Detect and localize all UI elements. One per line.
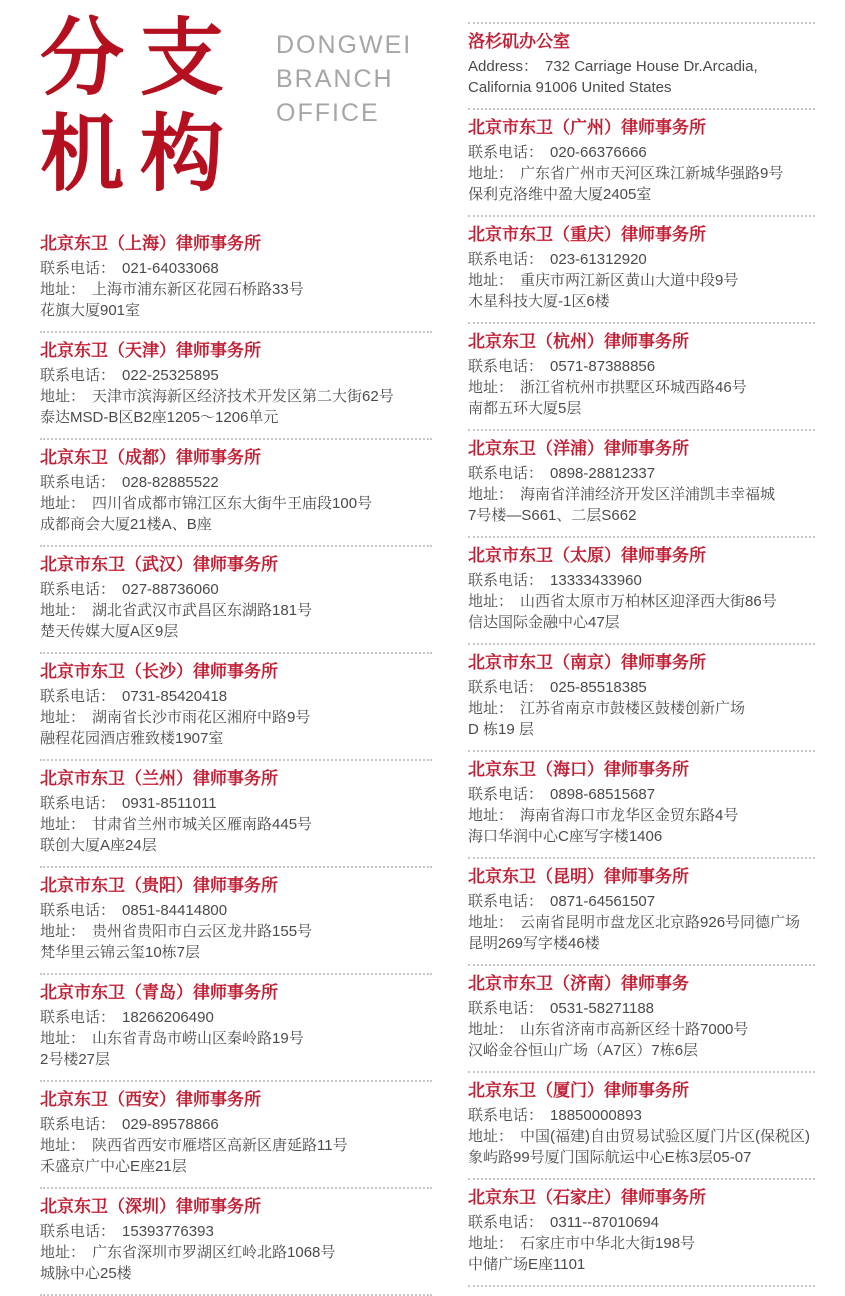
address-value: 天津市滨海新区经济技术开发区第二大街62号 [92,388,394,405]
address-line [468,912,815,933]
phone-value: 15393776393 [122,1223,214,1240]
address-line [40,1242,432,1263]
phone-label: 联系电话： [40,581,116,598]
right-column [468,0,815,1296]
office-entry-qingdao [40,975,432,1082]
office-entry-xian [40,1082,432,1189]
address-label-en: Address： [468,58,539,75]
office-entry-haikou [468,752,815,859]
office-entry-tianjin [40,333,432,440]
phone-value: 021-64033068 [122,260,219,277]
address-line2: 海口华润中心C座写字楼1406 [468,828,663,845]
office-name: 北京市东卫（南京）律师事务所 [468,653,706,672]
phone-label: 联系电话： [468,1214,544,1231]
phone-value: 020-66376666 [550,144,647,161]
office-name: 北京东卫（洋浦）律师事务所 [468,439,689,458]
phone-value: 029-89578866 [122,1116,219,1133]
address-line [40,600,432,621]
phone-value: 028-82885522 [122,474,219,491]
address-value: 湖南省长沙市雨花区湘府中路9号 [92,709,311,726]
brand-subtitle-line2: BRANCH [276,65,394,93]
address-value: 广东省深圳市罗湖区红岭北路1068号 [92,1244,336,1261]
address-line2: California 91006 United States [468,79,672,96]
phone-line [468,249,815,270]
phone-line [468,677,815,698]
phone-line [468,142,815,163]
office-name: 北京市东卫（长沙）律师事务所 [40,662,278,681]
phone-line [468,463,815,484]
address-label: 地址： [40,1137,86,1154]
phone-label: 联系电话： [40,795,116,812]
office-entry-jinan [468,966,815,1073]
address-line [40,1028,432,1049]
office-entry-yangpu [468,431,815,538]
address-value: 海南省洋浦经济开发区洋浦凯丰幸福城 [520,486,776,503]
phone-label: 联系电话： [40,688,116,705]
address-label: 地址： [468,1128,514,1145]
address-line2: 泰达MSD-B区B2座1205～1206单元 [40,409,279,426]
phone-label: 联系电话： [468,358,544,375]
phone-line [40,1007,432,1028]
office-entry-kunming [468,859,815,966]
address-value: 甘肃省兰州市城关区雁南路445号 [92,816,313,833]
address-value: 浙江省杭州市拱墅区环城西路46号 [520,379,747,396]
address-line [468,163,815,184]
office-entry-shijiazhuang [468,1180,815,1287]
address-value: 广东省广州市天河区珠江新城华强路9号 [520,165,784,182]
phone-line [40,900,432,921]
address-line2: 禾盛京广中心E座21层 [40,1158,187,1175]
address-line [40,279,432,300]
office-name: 北京东卫（石家庄）律师事务所 [468,1188,706,1207]
office-entry-hangzhou [468,324,815,431]
phone-label: 联系电话： [40,367,116,384]
phone-label: 联系电话： [40,474,116,491]
address-line2: 保利克洛维中盈大厦2405室 [468,186,652,203]
address-label: 地址： [468,1235,514,1252]
phone-label: 联系电话： [468,679,544,696]
address-value: 732 Carriage House Dr.Arcadia, [545,58,758,75]
office-name: 北京市东卫（贵阳）律师事务所 [40,876,278,895]
phone-line [468,891,815,912]
office-name: 北京市东卫（太原）律师事务所 [468,546,706,565]
office-name: 洛杉矶办公室 [468,32,570,51]
office-entry-changsha [40,654,432,761]
address-label: 地址： [468,593,514,610]
address-line [468,270,815,291]
address-line2: 7号楼—S661、二层S662 [468,507,637,524]
address-label: 地址： [40,281,86,298]
phone-label: 联系电话： [40,1116,116,1133]
office-name: 北京东卫（西安）律师事务所 [40,1090,261,1109]
address-line [468,1126,815,1147]
phone-line [40,1114,432,1135]
phone-label: 联系电话： [468,572,544,589]
office-entry-lanzhou [40,761,432,868]
address-line [468,805,815,826]
address-line2: 中储广场E座1101 [468,1256,586,1273]
phone-value: 027-88736060 [122,581,219,598]
brand-title-line2: 机构 [40,107,241,201]
address-line [40,386,432,407]
phone-line [40,472,432,493]
address-label: 地址： [468,272,514,289]
phone-value: 025-85518385 [550,679,647,696]
address-label: 地址： [40,923,86,940]
office-entry-guangzhou [468,110,815,217]
phone-value: 0731-85420418 [122,688,228,705]
phone-line [468,570,815,591]
address-line [40,921,432,942]
address-label: 地址： [40,602,86,619]
office-entry-nanjing [468,645,815,752]
address-label: 地址： [468,486,514,503]
phone-value: 0898-28812337 [550,465,656,482]
phone-label: 联系电话： [40,1009,116,1026]
office-name: 北京东卫（昆明）律师事务所 [468,867,689,886]
phone-value: 0311--87010694 [550,1214,659,1231]
phone-line [468,784,815,805]
address-line [468,591,815,612]
phone-label: 联系电话： [468,144,544,161]
brand-title-line1: 分支 [40,11,241,105]
phone-value: 0531-58271188 [550,1000,655,1017]
phone-line [468,356,815,377]
address-line [468,1233,815,1254]
phone-value: 13333433960 [550,572,642,589]
address-line [468,377,815,398]
office-entry-taiyuan [468,538,815,645]
address-value: 上海市浦东新区花园石桥路33号 [92,281,304,298]
address-line2: 信达国际金融中心47层 [468,614,620,631]
address-value: 贵州省贵阳市白云区龙井路155号 [92,923,313,940]
office-name: 北京东卫（上海）律师事务所 [40,234,261,253]
address-line2: 花旗大厦901室 [40,302,141,319]
office-name: 北京市东卫（兰州）律师事务所 [40,769,278,788]
office-entry-xiamen [468,1073,815,1180]
phone-line [40,258,432,279]
phone-value: 0571-87388856 [550,358,656,375]
address-line2: 梵华里云锦云玺10栋7层 [40,944,201,961]
office-name: 北京市东卫（济南）律师事务 [468,974,689,993]
address-label: 地址： [468,807,514,824]
address-line2: 木星科技大厦-1区6楼 [468,293,610,310]
address-value: 湖北省武汉市武昌区东湖路181号 [92,602,313,619]
office-entry-chengdu [40,440,432,547]
office-name: 北京东卫（成都）律师事务所 [40,448,261,467]
address-label: 地址： [468,165,514,182]
office-name: 北京市东卫（武汉）律师事务所 [40,555,278,574]
address-label: 地址： [40,388,86,405]
address-line2: 融程花园酒店雅致楼1907室 [40,730,224,747]
phone-label: 联系电话： [40,1223,116,1240]
phone-line [40,686,432,707]
office-name: 北京东卫（深圳）律师事务所 [40,1197,261,1216]
address-label: 地址： [40,495,86,512]
brand-subtitle-line3: OFFICE [276,99,380,127]
address-label: 地址： [40,709,86,726]
office-name: 北京市东卫（青岛）律师事务所 [40,983,278,1002]
phone-value: 0871-64561507 [550,893,656,910]
address-value: 山东省青岛市崂山区秦岭路19号 [92,1030,304,1047]
phone-label: 联系电话： [40,260,116,277]
phone-label: 联系电话： [468,1000,544,1017]
office-entry-guiyang [40,868,432,975]
brand-subtitle-line1: DONGWEI [276,31,413,59]
address-label: 地址： [40,1244,86,1261]
address-line [40,707,432,728]
address-line [468,1019,815,1040]
phone-line [468,998,815,1019]
brand-header [40,10,432,226]
office-name: 北京市东卫（广州）律师事务所 [468,118,706,137]
address-value: 陕西省西安市雁塔区高新区唐延路11号 [92,1137,348,1154]
office-name: 北京市东卫（重庆）律师事务所 [468,225,706,244]
address-label: 地址： [468,379,514,396]
brand-title-en [276,28,412,130]
address-label: 地址： [468,700,514,717]
address-label: 地址： [40,1030,86,1047]
address-line [468,56,815,77]
phone-label: 联系电话： [468,465,544,482]
address-line [40,493,432,514]
phone-line [40,365,432,386]
phone-label: 联系电话： [468,251,544,268]
address-value: 重庆市两江新区黄山大道中段9号 [520,272,739,289]
address-value: 云南省昆明市盘龙区北京路926号同德广场 [520,914,801,931]
office-name: 北京东卫（厦门）律师事务所 [468,1081,689,1100]
address-line2: 楚天传媒大厦A区9层 [40,623,179,640]
phone-line [468,1212,815,1233]
phone-value: 022-25325895 [122,367,219,384]
office-entry-chongqing [468,217,815,324]
phone-line [40,1221,432,1242]
address-value: 海南省海口市龙华区金贸东路4号 [520,807,739,824]
address-label: 地址： [40,816,86,833]
address-label: 地址： [468,1021,514,1038]
address-line2: 象屿路99号厦门国际航运中心E栋3层05-07 [468,1149,752,1166]
office-entry-shanghai [40,226,432,333]
address-line2: 成都商会大厦21楼A、B座 [40,516,212,533]
phone-value: 0898-68515687 [550,786,656,803]
phone-label: 联系电话： [468,893,544,910]
address-value: 四川省成都市锦江区东大街牛王庙段100号 [92,495,373,512]
address-line2: D 栋19 层 [468,721,534,738]
address-line [468,484,815,505]
office-entry-wuhan [40,547,432,654]
address-line2: 城脉中心25楼 [40,1265,132,1282]
phone-line [40,793,432,814]
address-line [40,1135,432,1156]
phone-line [40,579,432,600]
phone-label: 联系电话： [468,786,544,803]
address-value: 中国(福建)自由贸易试验区厦门片区(保税区) [520,1128,810,1145]
phone-label: 联系电话： [40,902,116,919]
office-name: 北京东卫（天津）律师事务所 [40,341,261,360]
phone-label: 联系电话： [468,1107,544,1124]
phone-line [468,1105,815,1126]
phone-value: 023-61312920 [550,251,647,268]
address-line [40,814,432,835]
phone-value: 18266206490 [122,1009,214,1026]
address-line2: 昆明269写字楼46楼 [468,935,600,952]
address-value: 山东省济南市高新区经十路7000号 [520,1021,749,1038]
address-value: 石家庄市中华北大街198号 [520,1235,696,1252]
office-entry-shenzhen [40,1189,432,1296]
office-name: 北京东卫（杭州）律师事务所 [468,332,689,351]
phone-value: 0851-84414800 [122,902,228,919]
phone-value: 18850000893 [550,1107,642,1124]
address-line2: 南都五环大厦5层 [468,400,582,417]
address-value: 江苏省南京市鼓楼区鼓楼创新广场 [520,700,746,717]
office-name: 北京东卫（海口）律师事务所 [468,760,689,779]
address-value: 山西省太原市万柏林区迎泽西大街86号 [520,593,777,610]
address-line2: 2号楼27层 [40,1051,111,1068]
phone-value: 0931-8511011 [122,795,217,812]
address-line [468,698,815,719]
office-entry-los-angeles [468,24,815,110]
left-column [40,0,432,1296]
address-line2: 联创大厦A座24层 [40,837,157,854]
address-line2: 汉峪金谷恒山广场（A7区）7栋6层 [468,1042,699,1059]
address-label: 地址： [468,914,514,931]
